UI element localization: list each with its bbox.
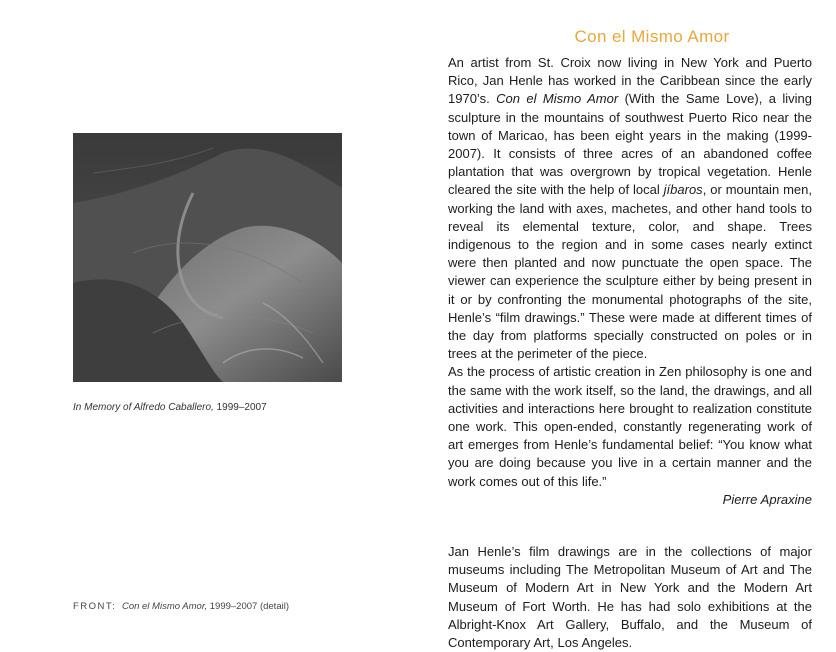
landscape-photo [73,133,342,382]
right-page [418,0,836,650]
paragraph-2: As the process of artistic creation in Zen philosophy is one and the same with the work itself, so the land, the drawings, and all activities and interactions here brought to realization constitute one work. This open-ended, constantly regenerating work of art emerges from Henle’s fundamental belief: “You know what you are doing because you live in a certain manner and the work comes out of this life.” [448,364,812,489]
p1-text-a: An artist from St. Croix now living in New York and Puerto Rico, Jan Henle has worked in the Caribbean since the early 1970’s. [448,55,812,107]
front-label: FRONT: [73,601,117,612]
p1-text-b: (With the Same Love), a living sculpture in the mountains of southwest Puerto Rico near the town of Maricao, has been eight years in the making (1999-2007). It consists of three acres of an abandoned coffee plantation that was overgrown by tropical vegetation. Henle cleared the site with the help of local [448,91,812,198]
page-title: Con el Mismo Amor [574,27,730,46]
article-body [448,54,812,652]
left-page [0,0,418,650]
front-title: Con el Mismo Amor, [121,601,208,612]
caption-years: 1999–2007 [213,402,267,413]
caption-title: In Memory of Alfredo Caballero, [73,402,214,413]
front-rest: 1999–2007 (detail) [207,601,289,612]
p1-text-c: , or mountain men, working the land with axes, machetes, and other hand tools to reveal its elemental texture, color, and shape. Trees indigenous to the region and in some cases nearly extinct were then planted and now punctuate the open space. The viewer can experience the sculpture either by being present in it or by confronting the monumental photographs of the site, Henle’s “film drawings.” These were made at different times of the day from platforms specially constructed on poles or in trees at the perimeter of the piece. [448,182,812,362]
author-signature: Pierre Apraxine [722,491,812,507]
front-caption [73,601,289,612]
paragraph-1 [448,54,812,363]
p1-jibaros-em: jíbaros [663,182,703,198]
spacer [448,509,812,527]
photo-caption [73,402,267,413]
bio-paragraph: Jan Henle’s film drawings are in the collections of major museums including The Metropolitan Museum of Art and The Museum of Modern Art in New York and the Modern Art Museum of Fort Worth. He has had solo exhibitions at the Albright-Knox Art Gallery, Buffalo, and the Museum of Contemporary Art, Los Angeles. [448,544,812,651]
p1-title-em: Con el Mismo Amor [496,91,619,107]
